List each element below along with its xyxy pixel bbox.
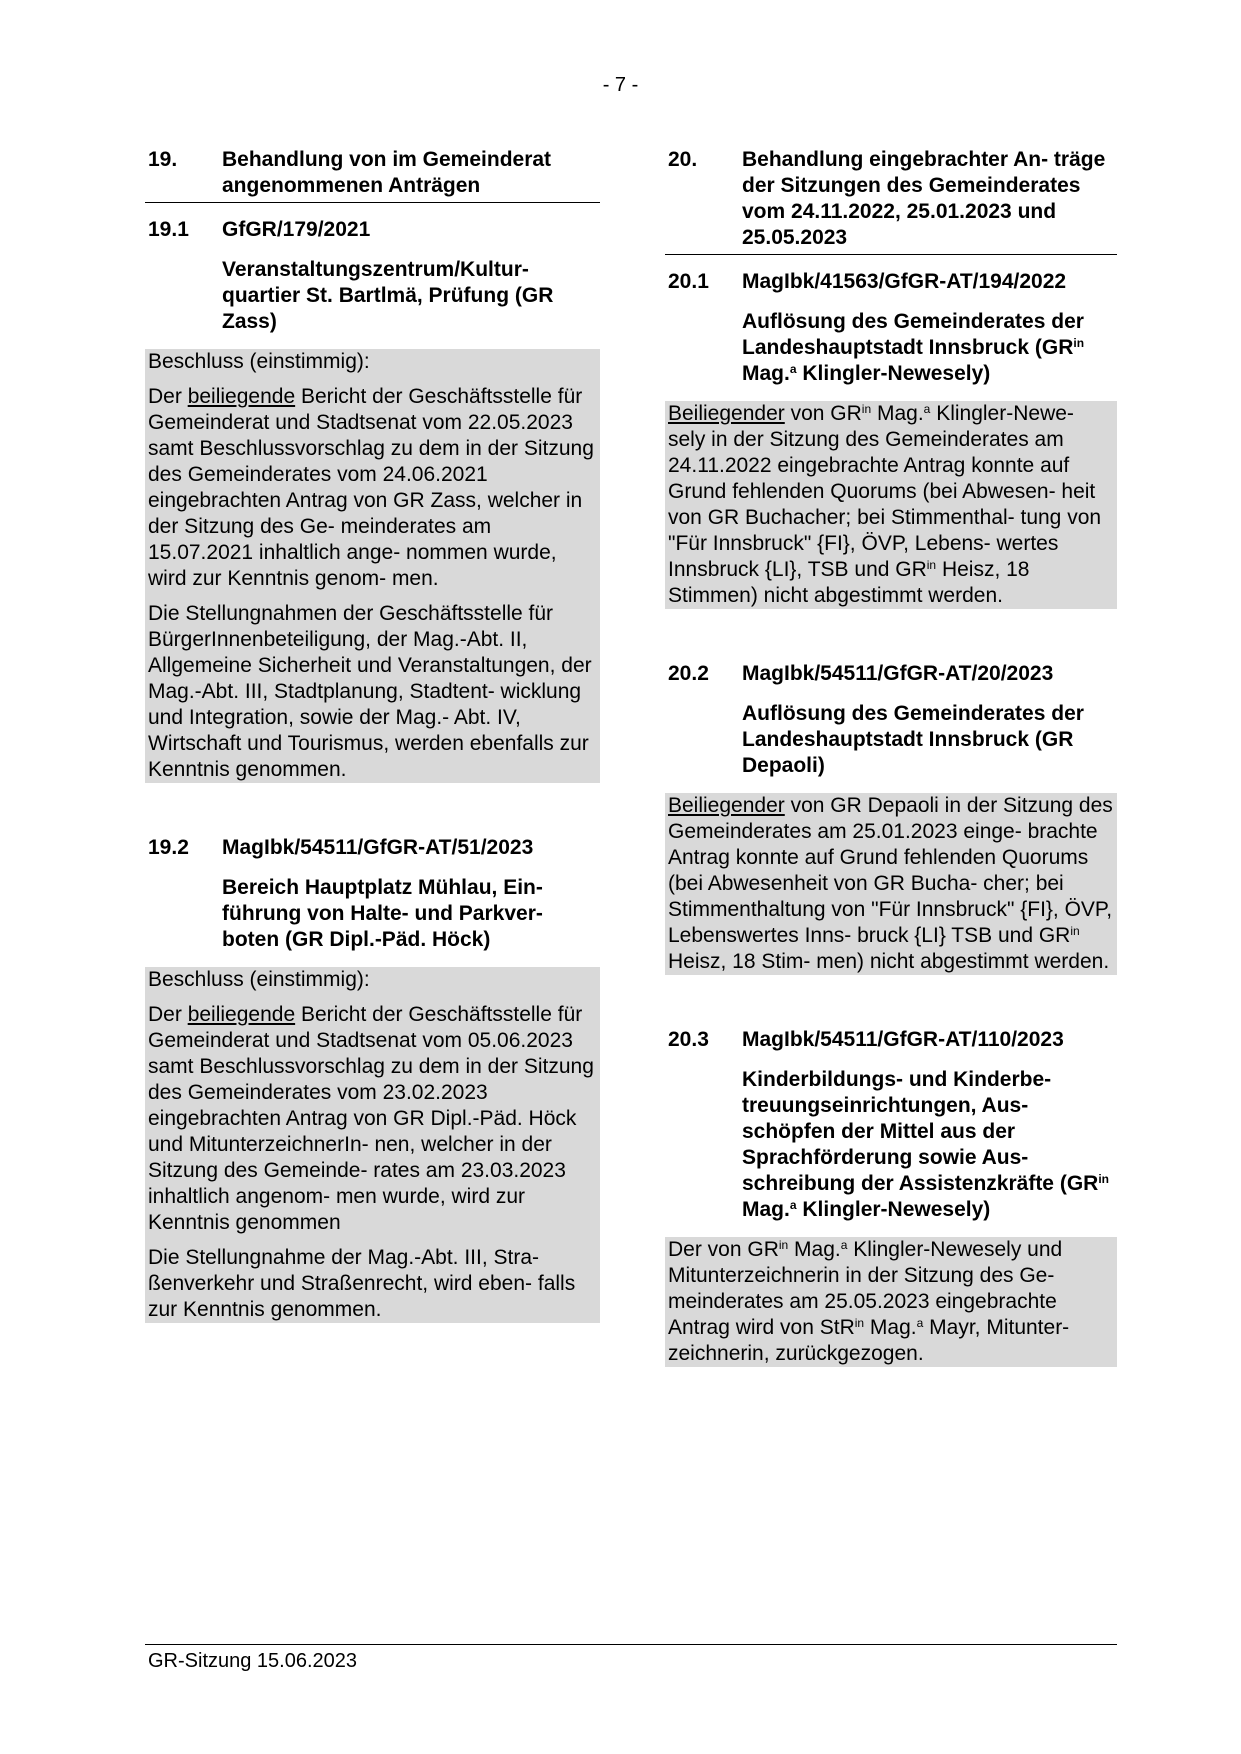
item-20-3-title: Kinderbildungs- und Kinderbe- treuungseinrichtungen, Aus- schöpfen der Mittel aus der Sprachförderung sowie Aus- schreibung der Assistenzkräfte ($GR^{in}$ Mag.$^a$ Klingler-Newesely): [742, 1068, 1109, 1221]
section-title: Behandlung von im Gemeinderat angenommenen Anträgen: [222, 148, 552, 197]
decision-note: Die Stellungnahmen der Geschäftsstelle für BürgerInnenbeteiligung, der Mag.-Abt. II, Allgemeine Sicherheit und Veranstaltungen, der Mag.-Abt. III, Stadtplanung, Stadtent- wicklung und Integration, sowie der Mag.- Abt. IV, Wirtschaft und Tourismus, werden ebenfalls zur Kenntnis genommen.: [148, 602, 592, 781]
item-reference: MagIbk/41563/GfGR-AT/194/2022: [742, 270, 1067, 293]
item-reference: MagIbk/54511/GfGR-AT/51/2023: [222, 836, 534, 859]
item-19-1-decision-box: [145, 349, 600, 783]
item-20-2-text-box: [665, 793, 1117, 975]
item-number: 19.1: [148, 218, 189, 241]
item-19-2-heading: [145, 835, 600, 861]
item-19-2-decision-box: [145, 967, 600, 1323]
item-text: Der von $GR^{in}$ Mag.$^a$ Klingler-Newesely und Mitunterzeichnerin in der Sitzung des Ge- meinderates am 25.05.2023 eingebrachte Antrag wird von StR$^{in}$ Mag.$^a$ Mayr, Mitunter- zeichnerin, zurückgezogen.: [668, 1238, 1070, 1365]
item-number: 19.2: [148, 836, 189, 859]
section-divider: [665, 254, 1117, 255]
item-20-1-heading: [665, 269, 1117, 295]
item-reference: MagIbk/54511/GfGR-AT/20/2023: [742, 662, 1054, 685]
decision-label: Beschluss (einstimmig):: [148, 968, 370, 991]
section-20-heading: [665, 147, 1117, 251]
item-19-1-heading: [145, 217, 600, 243]
page-number: - 7 -: [602, 74, 639, 96]
attachment-reference: Beiliegender: [668, 402, 785, 425]
item-20-3-heading: [665, 1027, 1117, 1053]
section-19-heading: [145, 147, 600, 199]
attachment-reference: beiliegende: [187, 1003, 296, 1026]
decision-note: Die Stellungnahme der Mag.-Abt. III, Stra- ßenverkehr und Straßenrecht, wird eben- falls zur Kenntnis genommen.: [148, 1246, 576, 1321]
decision-text: Der beiliegende Bericht der Geschäftsstelle für Gemeinderat und Stadtsenat vom 05.06.2023 samt Beschlussvorschlag zu dem in der Sitzung des Gemeinderates vom 23.02.2023 eingebrachten Antrag von GR Dipl.-Päd. Höck und MitunterzeichnerIn- nen, welcher in der Sitzung des Gemeinde- rates am 23.03.2023 inhaltlich angenom- men wurde, wird zur Kenntnis genommen: [148, 1003, 594, 1234]
section-number: 20.: [668, 148, 698, 171]
item-number: 20.3: [668, 1028, 709, 1051]
item-reference: GfGR/179/2021: [222, 218, 371, 241]
item-reference: MagIbk/54511/GfGR-AT/110/2023: [742, 1028, 1064, 1051]
item-20-2-heading: [665, 661, 1117, 687]
footer-divider: [145, 1644, 1117, 1645]
item-text: Beiliegender von $GR^{in}$ Mag.$^a$ Klingler-Newe- sely in der Sitzung des Gemeinderates am 24.11.2022 eingebrachte Antrag konnte auf Grund fehlenden Quorums (bei Abwesen- heit von GR Buchacher; bei Stimmenthal- tung von "Für Innsbruck" {FI}, ÖVP, Lebens- wertes Innsbruck {LI}, TSB und $GR^{in}$ Heisz, 18 Stimmen) nicht abgestimmt werden.: [668, 402, 1102, 607]
attachment-reference: beiliegende: [187, 385, 296, 408]
item-text: Beiliegender von GR Depaoli in der Sitzung des Gemeinderates am 25.01.2023 einge- brachte Antrag konnte auf Grund fehlenden Quorums (bei Abwesenheit von GR Bucha- cher; bei Stimmenthaltung von "Für Innsbruck" {FI}, ÖVP, Lebenswertes Inns- bruck {LI} TSB und $GR^{in}$ Heisz, 18 Stim- men) nicht abgestimmt werden.: [668, 794, 1113, 973]
decision-label: Beschluss (einstimmig):: [148, 350, 370, 373]
item-19-1-title: Veranstaltungszentrum/Kultur- quartier St. Bartlmä, Prüfung (GR Zass): [222, 258, 554, 333]
item-number: 20.2: [668, 662, 709, 685]
section-number: 19.: [148, 148, 178, 171]
section-divider: [145, 202, 600, 203]
left-column: [145, 147, 600, 1323]
right-column: [665, 147, 1117, 1367]
decision-text: Der beiliegende Bericht der Geschäftsstelle für Gemeinderat und Stadtsenat vom 22.05.2023 samt Beschlussvorschlag zu dem in der Sitzung des Gemeinderates vom 24.06.2021 eingebrachten Antrag von GR Zass, welcher in der Sitzung des Ge- meinderates am 15.07.2021 inhaltlich ange- nommen wurde, wird zur Kenntnis genom- men.: [148, 385, 594, 590]
section-title: Behandlung eingebrachter An- träge der Sitzungen des Gemeinderates vom 24.11.2022, 25.01.2023 und 25.05.2023: [742, 148, 1106, 249]
item-20-3-text-box: [665, 1237, 1117, 1367]
item-20-2-title: Auflösung des Gemeinderates der Landeshauptstadt Innsbruck (GR Depaoli): [742, 702, 1084, 777]
item-19-2-title: Bereich Hauptplatz Mühlau, Ein- führung von Halte- und Parkver- boten (GR Dipl.-Päd. Höck): [222, 876, 543, 951]
item-20-1-text-box: [665, 401, 1117, 609]
item-20-1-title: Auflösung des Gemeinderates der Landeshauptstadt Innsbruck ($GR^{in}$ Mag.$^a$ Klingler-Newesely): [742, 310, 1085, 385]
attachment-reference: Beiliegender: [668, 794, 785, 817]
item-number: 20.1: [668, 270, 709, 293]
footer-text: GR-Sitzung 15.06.2023: [148, 1650, 358, 1672]
